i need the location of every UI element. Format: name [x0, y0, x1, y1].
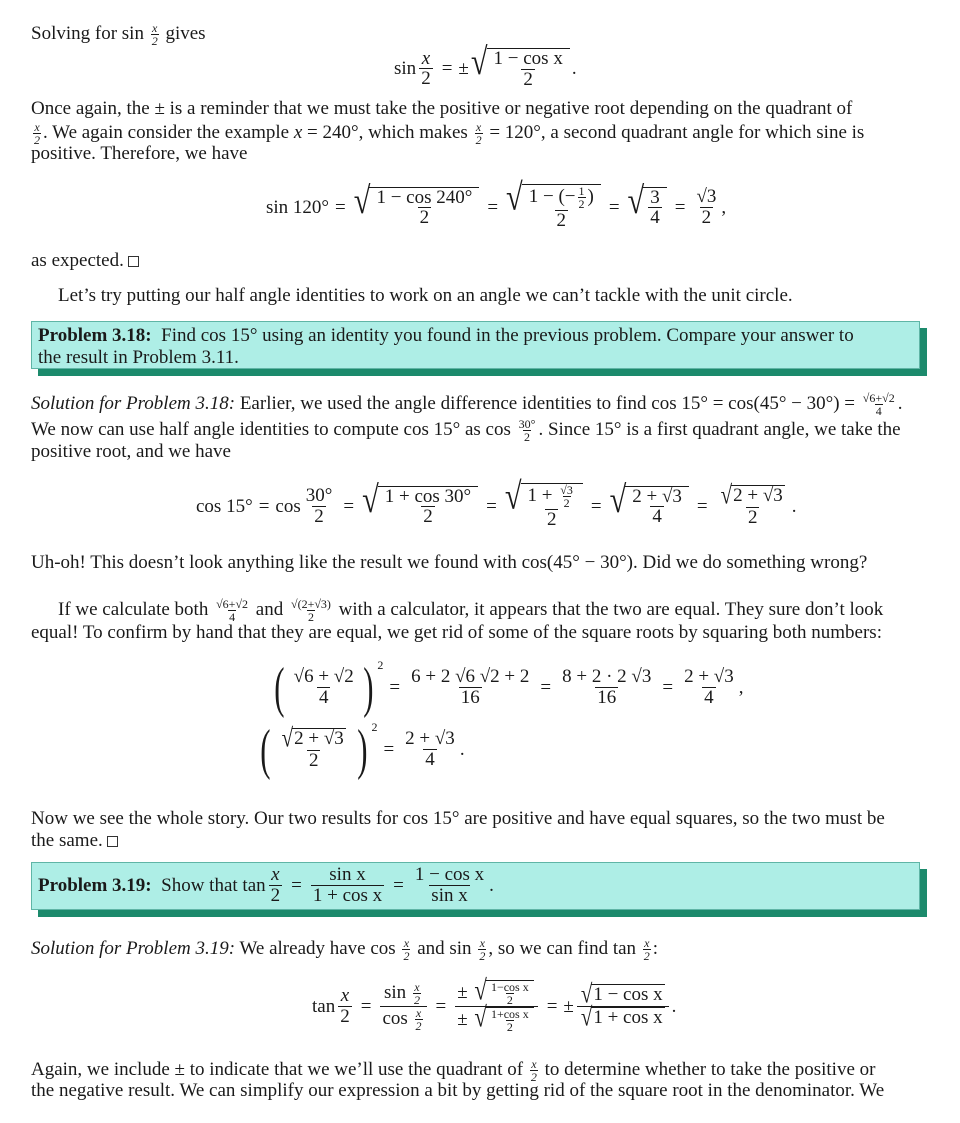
text-span: x — [293, 121, 303, 143]
denominator: 4 — [875, 404, 882, 418]
denominator: 2 — [415, 1019, 422, 1033]
equals-sign: = — [389, 677, 401, 698]
equation-sin-120 — [266, 175, 727, 232]
solution-3-19-line1 — [31, 937, 658, 962]
numerator: 1+cos x — [490, 1007, 529, 1021]
numerator: 30° — [305, 485, 333, 507]
text-span: cos — [275, 495, 301, 517]
fraction-x-over-2 — [151, 22, 159, 47]
text-span: . — [459, 739, 465, 760]
equals-sign: = — [360, 995, 372, 1017]
equals-sign: = — [674, 196, 686, 218]
numerator — [382, 981, 425, 1006]
numerator — [527, 185, 596, 210]
fraction — [717, 479, 789, 529]
fraction — [490, 981, 530, 1006]
text-span: . Since 15° is a first quadrant angle, we take the — [538, 418, 901, 440]
fraction — [560, 667, 653, 709]
text-span — [38, 325, 913, 347]
numerator — [526, 484, 578, 509]
text-span: tan — [312, 995, 336, 1017]
square-root — [362, 477, 478, 529]
text-span: 1 + — [527, 484, 553, 506]
fraction — [409, 667, 531, 709]
exponent: 2 — [377, 658, 384, 672]
text-span: If we calculate both — [58, 598, 209, 620]
paragraph-solving-for-sin — [31, 22, 206, 47]
square-root — [627, 178, 667, 230]
numerator: sin x — [329, 864, 366, 886]
equation-cos-15 — [196, 474, 797, 531]
denominator: 2 — [506, 1020, 513, 1034]
qed-box-icon — [128, 256, 139, 267]
paragraph-now-we-see — [31, 808, 885, 830]
square-root — [609, 477, 689, 529]
denominator: 4 — [650, 207, 660, 229]
fraction — [419, 49, 433, 91]
text-span: with a calculator, it appears that the two are equal. They sure don’t look — [338, 598, 884, 620]
numerator: 30° — [518, 417, 536, 431]
numerator: 1−cos x — [490, 980, 529, 994]
radical-sign-icon: √ — [470, 40, 488, 83]
radical-sign-icon: √ — [504, 474, 522, 518]
text-span: = 120°, a second quadrant angle for which sine is — [489, 121, 865, 143]
fraction — [643, 937, 651, 962]
denominator: 2 — [307, 610, 314, 624]
text-span: 1 − cos x — [593, 983, 663, 1005]
text-span: Find cos 15° using an identity you found in the previous problem. Compare your answer to — [161, 325, 854, 346]
solution-3-18-line3 — [31, 441, 231, 463]
problem-label: Problem 3.19: — [38, 875, 152, 896]
paragraph-if-we-calculate — [58, 598, 883, 623]
text-span: , — [721, 196, 727, 218]
equals-sign: = — [608, 196, 620, 218]
text-span: ± — [457, 982, 468, 1003]
text-span: = 240°, which makes — [307, 121, 468, 143]
text-span: : — [652, 937, 659, 959]
text-span: sin — [384, 981, 407, 1003]
square-root — [580, 1001, 665, 1032]
equals-sign: = — [335, 196, 346, 218]
equals-sign: = — [662, 677, 674, 698]
square-root — [470, 40, 570, 91]
text-span: . We again consider the example — [43, 121, 290, 143]
numerator — [455, 974, 537, 1007]
square-root — [353, 178, 480, 230]
text-span: ± — [563, 995, 574, 1017]
denominator: 2 — [419, 207, 430, 229]
fraction — [490, 1008, 530, 1033]
fraction — [526, 484, 578, 531]
text-span: gives — [165, 22, 206, 44]
fraction — [492, 49, 565, 91]
parenthesis: ( — [260, 719, 271, 781]
denominator: 16 — [460, 687, 480, 709]
numerator: 1 − cos x — [414, 864, 485, 886]
numerator: x — [414, 980, 420, 994]
numerator: 3 — [650, 186, 660, 208]
text-span: and — [255, 598, 284, 620]
fraction — [402, 937, 410, 962]
equals-sign: = — [383, 739, 395, 760]
paragraph-as-expected — [31, 250, 139, 272]
text-span: Solving for sin — [31, 22, 144, 44]
problem-label: Problem 3.18: — [38, 325, 152, 346]
equals-sign: = — [435, 995, 447, 1017]
fraction — [648, 188, 662, 230]
radical-sign-icon: √ — [281, 722, 294, 753]
text-span: 2 + √3 — [294, 728, 344, 750]
fraction — [338, 986, 352, 1028]
denominator: 2 — [524, 430, 531, 444]
numerator: x — [479, 936, 485, 950]
paragraph-now-we-see-line2 — [31, 830, 118, 852]
fraction — [413, 981, 421, 1006]
equals-sign: = — [590, 495, 602, 517]
text-span: Again, we include ± to indicate that we we’ll use the quadrant of — [31, 1058, 524, 1080]
text-span: and sin — [417, 937, 472, 959]
text-span: to determine whether to take the positive or — [544, 1058, 876, 1080]
text-span: the negative result. We can simplify our expression a bit by getting rid of the square root in the denominator. We — [31, 1080, 885, 1101]
square-root — [504, 474, 583, 531]
numerator: 1 − cos 240° — [376, 186, 473, 208]
solution-3-18-line1: Solution for Problem 3.18: Earlier, we used the angle difference identities to find cos 15° = cos(45° − 30°) = $\frac{√6+√2}{4}$ . — [31, 391, 903, 418]
denominator: 4 — [318, 687, 329, 709]
numerator: 1 + cos 30° — [384, 485, 472, 507]
denominator: 2 — [530, 1070, 537, 1084]
text-span: equal! To confirm by hand that they are equal, we get rid of some of the square roots by squaring both numbers: — [31, 622, 882, 643]
text-span: Show that tan — [161, 875, 266, 896]
exponent: 2 — [371, 720, 378, 734]
fraction — [215, 598, 249, 623]
text-span: cos — [382, 1007, 408, 1029]
fraction — [278, 722, 350, 772]
square-root — [720, 479, 785, 510]
text-span — [487, 48, 570, 91]
fraction — [403, 729, 457, 771]
square-root — [580, 978, 665, 1009]
text-span: the result in Problem 3.11. — [38, 347, 239, 368]
equals-sign: = — [393, 875, 404, 896]
square-root — [281, 722, 346, 753]
fraction — [292, 667, 356, 709]
text-span: Once again, the ± is a reminder that we must take the positive or negative root depending on the quadrant of — [31, 98, 853, 119]
denominator: 4 — [652, 506, 662, 528]
fraction — [694, 187, 718, 229]
equation-sin-half-angle — [394, 40, 577, 91]
text-span: . — [571, 58, 577, 80]
denominator: 2 — [151, 34, 158, 48]
denominator: 2 — [270, 885, 281, 907]
equals-sign: = — [546, 995, 558, 1017]
text-span: sin 120° — [266, 196, 330, 218]
denominator: 2 — [578, 197, 585, 211]
equals-sign: = — [486, 495, 497, 517]
text-span: 2 + √3 — [733, 485, 783, 507]
text-span — [625, 486, 689, 529]
fraction — [380, 981, 426, 1032]
numerator: x — [340, 984, 350, 1006]
text-span: cos 15° — [196, 495, 253, 517]
text-span: . — [489, 875, 494, 896]
equals-sign: = — [441, 58, 453, 80]
denominator — [380, 1006, 426, 1032]
denominator — [455, 1001, 537, 1034]
text-span: as expected. — [31, 250, 124, 271]
text-span — [369, 187, 479, 230]
parenthesis: ) — [362, 657, 374, 719]
problem-3-19-box — [31, 862, 920, 910]
numerator: √(2+√3) — [290, 597, 331, 611]
paragraph-lets-try — [58, 285, 793, 307]
fraction — [682, 667, 736, 709]
radical-sign-icon: √ — [580, 978, 593, 1009]
square-root — [506, 175, 601, 232]
fraction — [630, 487, 684, 529]
numerator: 6 + 2 √6 √2 + 2 — [411, 666, 530, 688]
paragraph-again-we-include-line2 — [31, 1080, 884, 1102]
parenthesis: ) — [356, 719, 368, 781]
text-span: 1 − (− — [528, 185, 576, 207]
denominator: 4 — [229, 610, 236, 624]
text-span — [522, 184, 601, 232]
denominator: 4 — [425, 749, 435, 771]
radical-sign-icon: √ — [474, 974, 487, 1006]
fraction — [383, 487, 473, 529]
numerator: x — [421, 47, 431, 69]
numerator: 1 − cos x — [493, 48, 563, 69]
radical-sign-icon: √ — [506, 175, 523, 219]
text-span — [38, 865, 494, 907]
denominator: 2 — [563, 496, 570, 510]
text-span — [486, 980, 534, 1006]
equals-sign: = — [258, 495, 270, 517]
numerator: x — [531, 1057, 537, 1071]
text-span: the same. — [31, 830, 103, 851]
text-span: Let’s try putting our half angle identities to work on an angle we can’t tackle with the unit circle. — [58, 285, 793, 306]
denominator: 2 — [506, 993, 513, 1007]
fraction — [578, 185, 586, 210]
text-span: . — [791, 495, 797, 517]
fraction — [559, 484, 574, 509]
numerator: √3 — [696, 186, 717, 208]
text-span: sin — [394, 58, 417, 80]
numerator: x — [34, 120, 40, 134]
fraction — [518, 418, 537, 443]
equals-sign: = — [291, 875, 302, 896]
numerator: √6 + √2 — [293, 666, 354, 688]
solution-label: Solution for Problem 3.18: — [31, 392, 236, 414]
fraction — [475, 121, 483, 146]
numerator: √6+√2 — [862, 391, 895, 405]
text-span: We now can use half angle identities to compute cos 15° as cos — [31, 418, 511, 440]
fraction — [304, 486, 335, 528]
equation-square-first — [270, 657, 744, 719]
equals-sign: = — [487, 196, 499, 218]
numerator: √3 — [560, 483, 573, 497]
denominator: 2 — [421, 68, 431, 90]
text-span: , so we can find tan — [488, 937, 637, 959]
paragraph-once-again-line3 — [31, 143, 247, 165]
text-span — [378, 486, 478, 529]
numerator: 2 + √3 — [684, 666, 734, 688]
fraction — [415, 1007, 423, 1032]
fraction — [290, 598, 332, 623]
numerator: 1 — [578, 184, 585, 198]
denominator: sin x — [431, 885, 468, 907]
denominator: 2 — [523, 68, 533, 90]
fraction — [478, 937, 486, 962]
solution-3-18-line2 — [31, 418, 901, 443]
denominator: 16 — [597, 687, 617, 709]
fraction — [527, 185, 596, 232]
text-span: Uh-oh! This doesn’t look anything like the result we found with cos(45° − 30°). Did we do something wrong? — [31, 552, 868, 573]
qed-box-icon — [107, 836, 118, 847]
denominator: 2 — [308, 750, 319, 772]
denominator: 2 — [475, 133, 482, 147]
denominator: 4 — [704, 687, 714, 709]
denominator: 2 — [747, 506, 758, 528]
numerator: √6+√2 — [216, 597, 249, 611]
text-span: We already have cos — [239, 937, 396, 959]
text-span: positive. Therefore, we have — [31, 143, 248, 164]
fraction — [269, 865, 283, 907]
numerator: x — [475, 120, 482, 134]
radical-sign-icon: √ — [353, 178, 371, 222]
radical-sign-icon: √ — [627, 178, 645, 222]
denominator: 2 — [314, 505, 324, 527]
fraction — [374, 188, 474, 230]
numerator: 2 + √3 — [405, 728, 455, 750]
text-span — [521, 483, 583, 531]
denominator: 2 — [701, 206, 712, 228]
solution-label: Solution for Problem 3.19: — [31, 937, 236, 959]
radical-sign-icon: √ — [609, 477, 627, 521]
numerator: x — [403, 936, 410, 950]
text-span: 1 + cos x — [593, 1006, 663, 1028]
fraction — [577, 978, 669, 1032]
text-span: , — [738, 677, 744, 698]
square-root — [474, 1001, 533, 1034]
paragraph-once-again — [31, 98, 852, 120]
numerator: x — [644, 936, 650, 950]
denominator: 2 — [546, 509, 557, 530]
equals-sign: = — [696, 495, 708, 517]
equals-sign: = — [540, 677, 552, 698]
denominator: 1 + cos x — [312, 885, 383, 907]
radical-sign-icon: √ — [362, 477, 379, 521]
denominator: 2 — [413, 993, 420, 1007]
denominator: 2 — [34, 133, 40, 147]
text-span: positive root, and we have — [31, 441, 231, 462]
problem-3-18-box — [31, 321, 920, 369]
numerator: x — [271, 864, 280, 886]
text-span: Earlier, we used the angle difference identities to find cos 15° = cos(45° − 30°) = — [239, 392, 856, 414]
denominator: 2 — [479, 949, 486, 963]
text-span: ± — [458, 58, 469, 80]
fraction — [862, 392, 896, 417]
fraction — [413, 865, 486, 907]
text-span: . — [671, 995, 677, 1017]
denominator: 2 — [423, 506, 433, 528]
parenthesis: ( — [274, 657, 285, 719]
denominator: 2 — [643, 949, 650, 963]
numerator: x — [152, 21, 158, 35]
equation-tan-half-angle — [312, 974, 677, 1034]
denominator: 2 — [403, 949, 410, 963]
numerator: 8 + 2 · 2 √3 — [562, 666, 652, 688]
denominator — [577, 1001, 669, 1032]
radical-sign-icon: √ — [580, 1001, 593, 1032]
denominator: 2 — [556, 210, 567, 231]
fraction — [311, 865, 384, 907]
numerator — [717, 479, 789, 510]
radical-sign-icon: √ — [474, 1001, 487, 1033]
text-span: ± — [457, 1009, 468, 1030]
paragraph-if-we-calculate-line2 — [31, 622, 882, 644]
text-span: ) — [587, 185, 594, 207]
text-span — [486, 1007, 534, 1033]
radical-sign-icon: √ — [720, 479, 733, 510]
denominator: 2 — [340, 1005, 350, 1027]
numerator: x — [415, 1006, 422, 1020]
equals-sign: = — [343, 495, 355, 517]
numerator — [278, 722, 350, 753]
text-span — [643, 187, 667, 230]
fraction — [455, 974, 537, 1034]
equation-square-second — [256, 719, 465, 781]
numerator: 2 + √3 — [632, 485, 682, 507]
text-span: Now we see the whole story. Our two results for cos 15° are positive and have equal squares, so the two must be — [31, 808, 885, 829]
paragraph-uh-oh — [31, 552, 867, 574]
